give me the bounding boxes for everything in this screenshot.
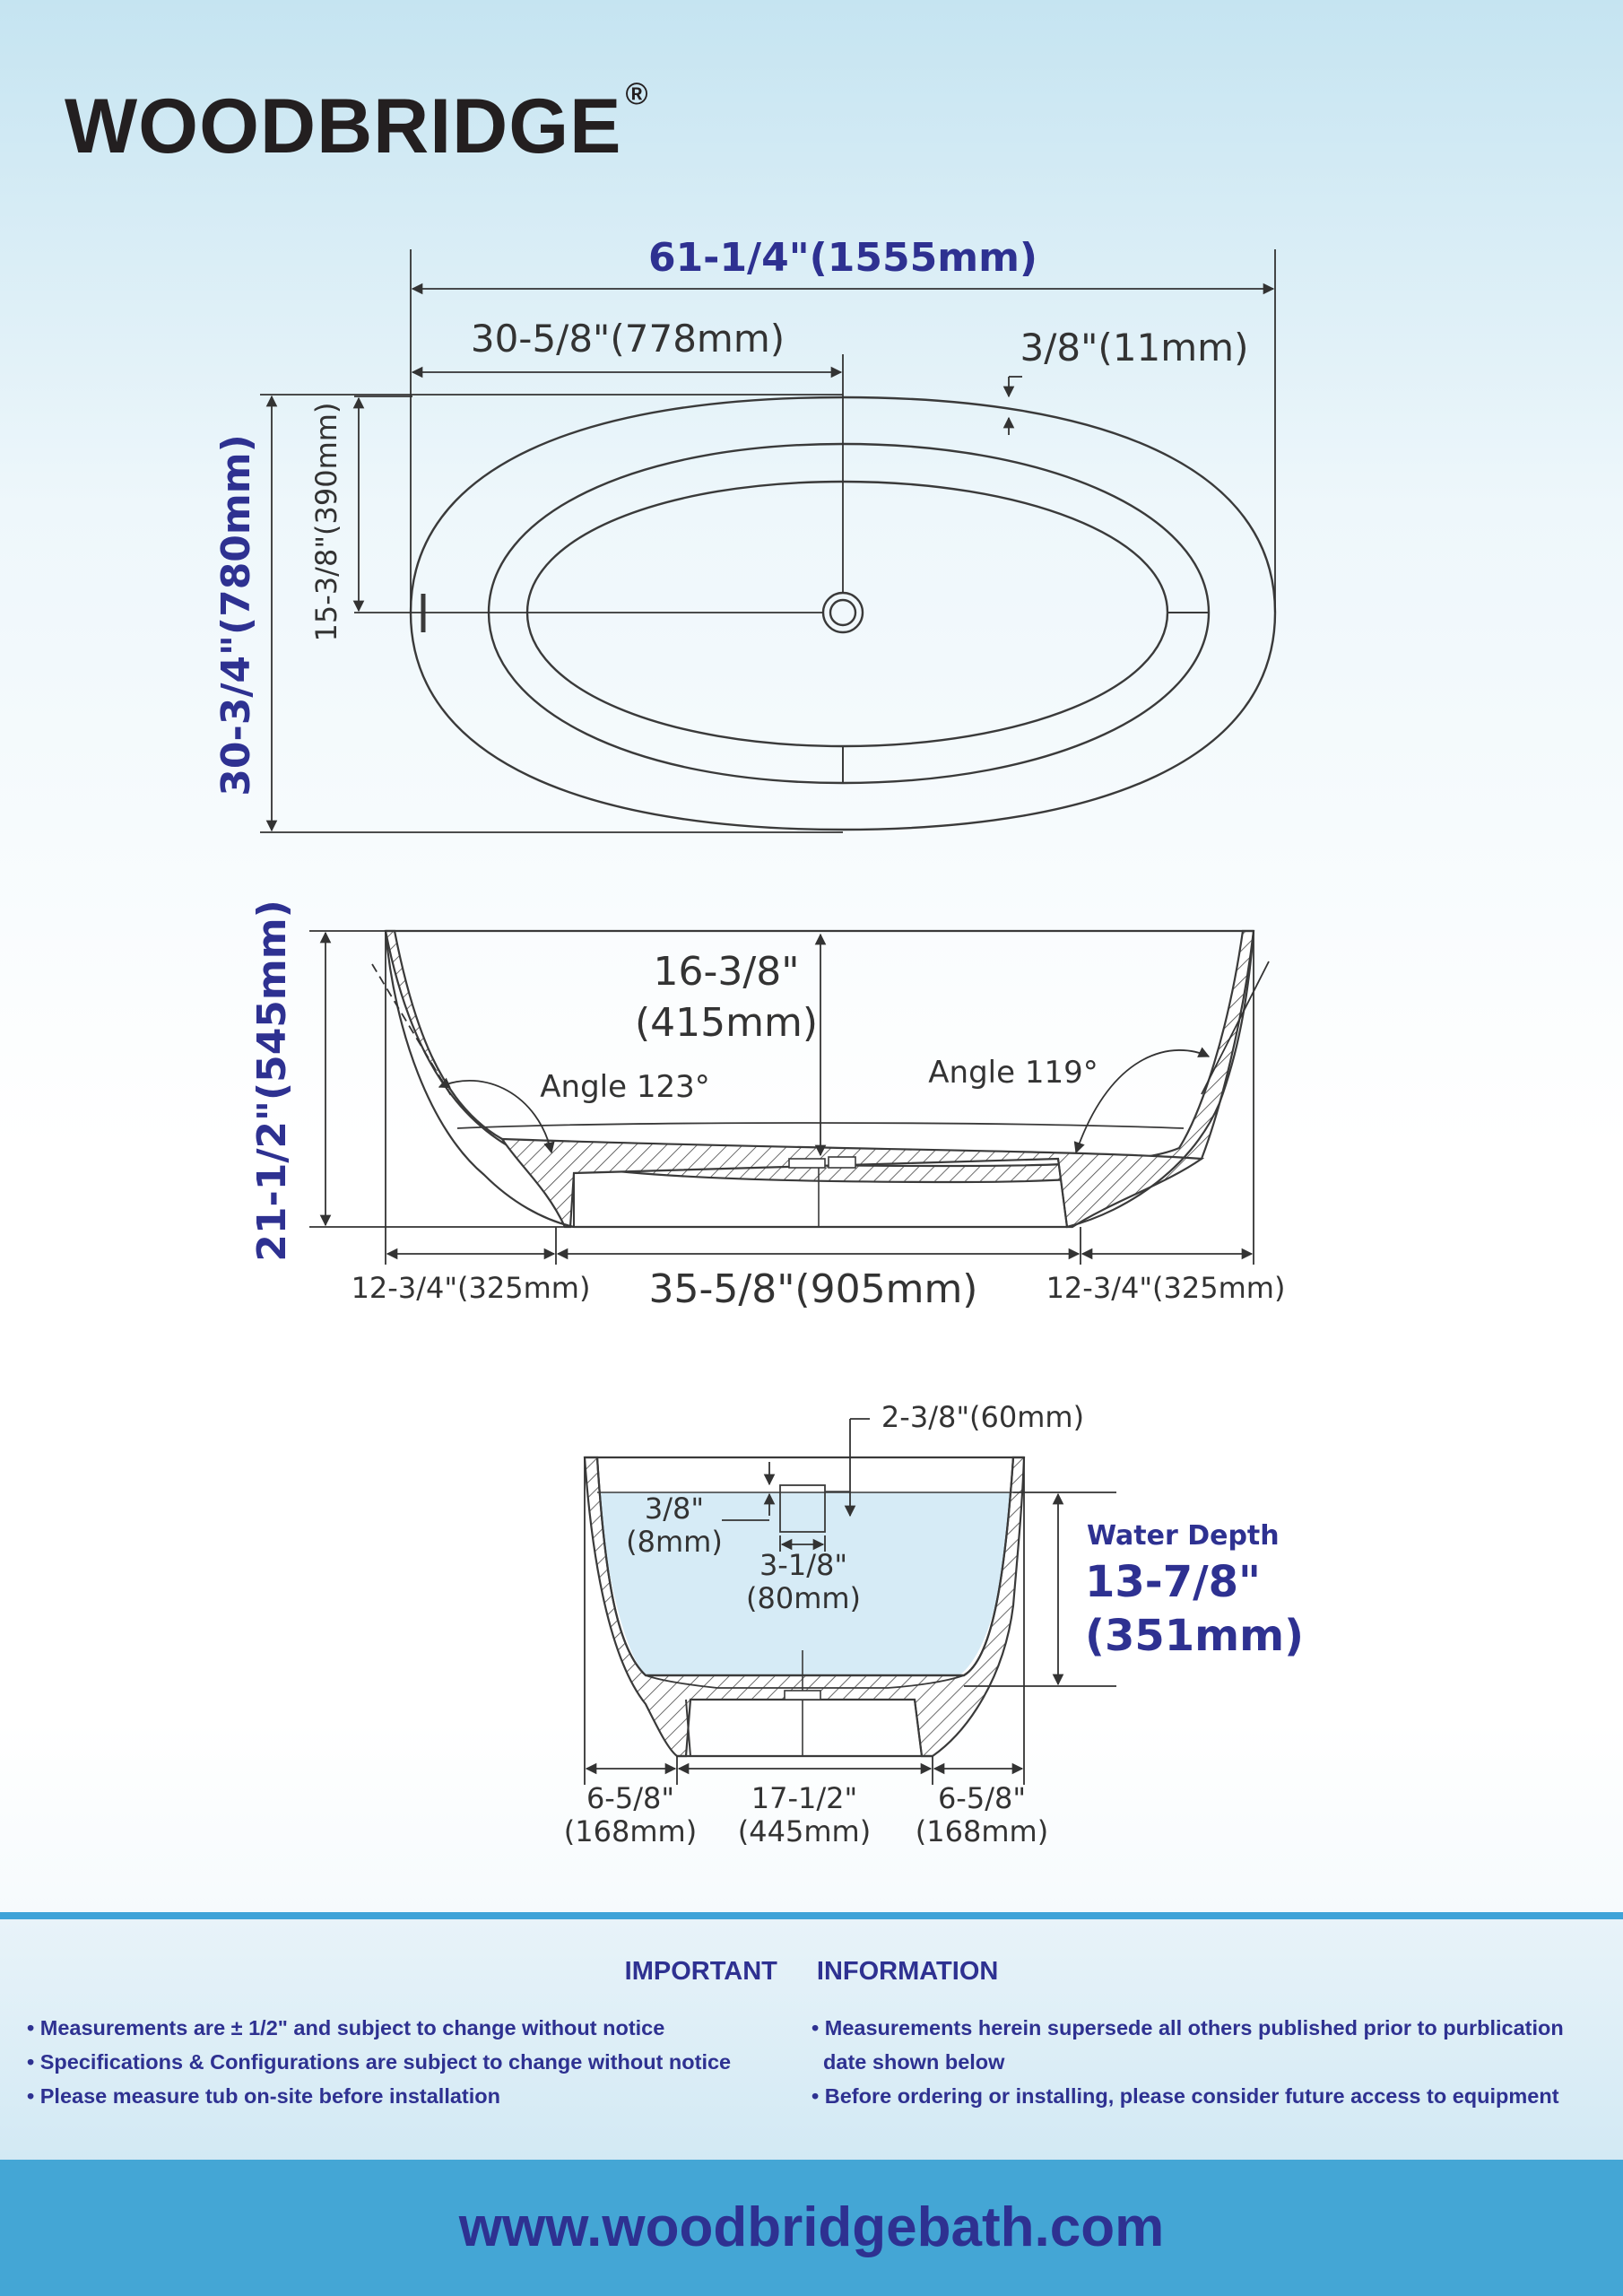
overflow-gap-line1: 3/8" (644, 1492, 705, 1526)
interior-depth-line2: (415mm) (634, 1000, 819, 1046)
tub-basin (527, 482, 1167, 746)
overflow-size-line1: 3-1/8" (759, 1548, 848, 1582)
footer-band (0, 2160, 1623, 2296)
side-height-label: 21-1/2"(545mm) (249, 900, 295, 1262)
interior-depth-line1: 16-3/8" (653, 949, 800, 995)
info-title-left: IMPORTANT (624, 1957, 777, 1986)
info-item: • Measurements are ± 1/2" and subject to change without notice (27, 2016, 665, 2039)
water-depth-label: Water Depth (1087, 1520, 1280, 1552)
left-overhang-line1: 6-5/8" (586, 1781, 675, 1815)
half-length-label: 30-5/8"(778mm) (470, 317, 785, 361)
info-item: • Measurements herein supersede all others published prior to purblication (812, 2016, 1564, 2039)
info-title-right: INFORMATION (816, 1957, 999, 1986)
info-item: • Specifications & Configurations are subject to change without notice (27, 2050, 732, 2074)
right-overhang-line1: 6-5/8" (937, 1781, 1027, 1815)
website-link[interactable]: www.woodbridgebath.com (458, 2196, 1165, 2258)
side-view (386, 931, 1254, 1227)
overflow-offset-label: 2-3/8"(60mm) (881, 1400, 1085, 1434)
info-item: • Before ordering or installing, please consider future access to equipment (812, 2084, 1559, 2108)
info-item: • Please measure tub on-site before installation (27, 2084, 500, 2108)
overflow-size-line2: (80mm) (745, 1581, 862, 1615)
base-length-label: 35-5/8"(905mm) (648, 1266, 978, 1312)
info-title (0, 1957, 1623, 1987)
info-list-left (27, 2011, 798, 2113)
overhang-left-label: 12-3/4"(325mm) (351, 1271, 591, 1305)
right-overhang-line2: (168mm) (915, 1814, 1049, 1848)
drain-inner (830, 600, 855, 625)
half-width-label: 15-3/8"(390mm) (309, 402, 343, 642)
brand-name: WOODBRIDGE (65, 83, 622, 170)
water-depth-line2: (351mm) (1085, 1611, 1305, 1661)
angle-right-label: Angle 119° (928, 1055, 1098, 1091)
base-width-line1: 17-1/2" (751, 1781, 858, 1815)
water-depth-line1: 13-7/8" (1085, 1557, 1262, 1607)
angle-left-label: Angle 123° (540, 1069, 710, 1105)
overall-length-label: 61-1/4"(1555mm) (647, 235, 1038, 281)
info-item: date shown below (812, 2050, 1005, 2074)
registered-mark: ® (625, 77, 649, 111)
tub-inner-rim (489, 444, 1209, 783)
important-information (0, 1912, 1623, 2167)
left-overhang-line2: (168mm) (563, 1814, 698, 1848)
info-list-right (812, 2011, 1601, 2113)
side-bottom-hatch (502, 1139, 1202, 1227)
drain-outer (823, 593, 863, 632)
overhang-right-label: 12-3/4"(325mm) (1046, 1271, 1286, 1305)
rim-thickness-label: 3/8"(11mm) (1020, 326, 1249, 370)
base-width-line2: (445mm) (737, 1814, 872, 1848)
overflow-gap-line2: (8mm) (626, 1525, 723, 1559)
overall-width-label: 30-3/4"(780mm) (213, 434, 259, 796)
